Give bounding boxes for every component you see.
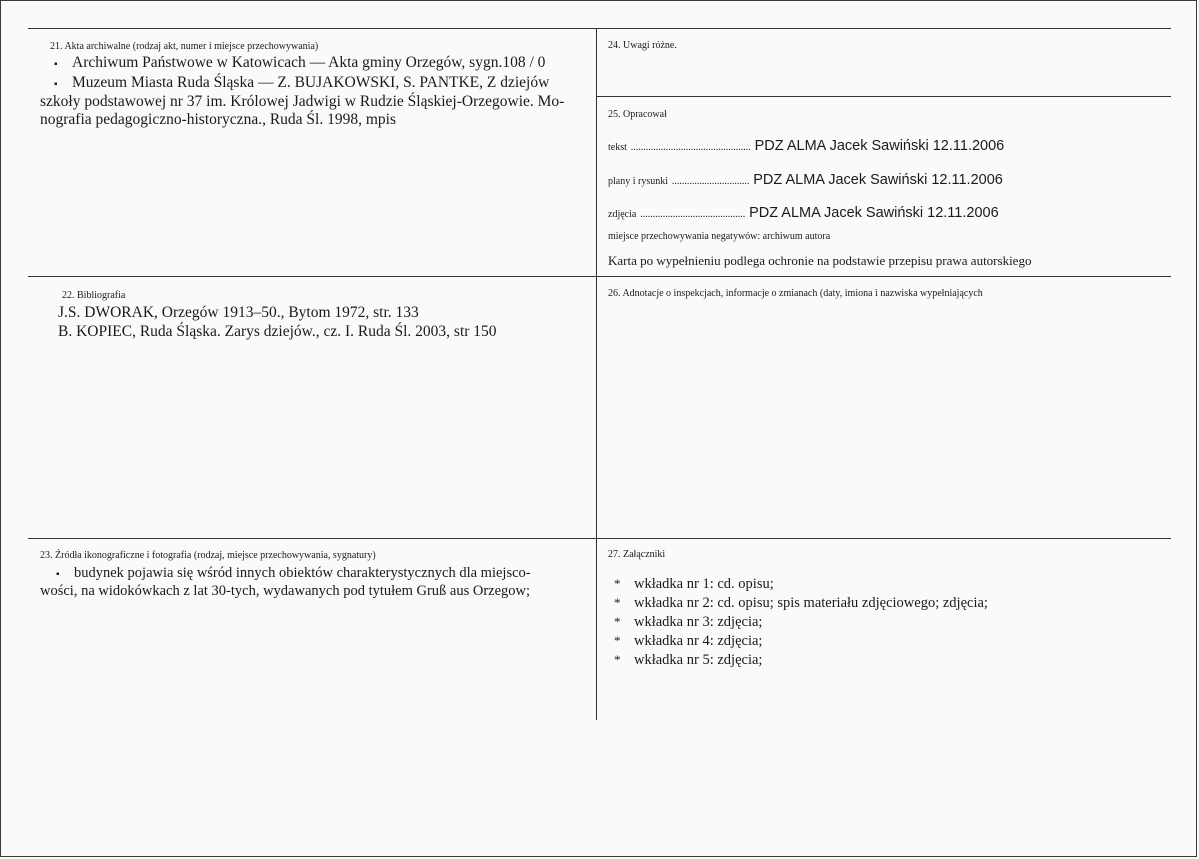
s21-line-4: nografia pedagogiczno-historyczna., Ruda Śl. 1998, mpis [40, 111, 396, 128]
s23-line-2: wości, na widokówkach z lat 30-tych, wydawanych pod tytułem Gruß aus Orzegow; [40, 583, 531, 599]
attachment-item: * wkładka nr 2: cd. opisu; spis materiału zdjęciowego; zdjęcia; [614, 595, 988, 611]
asterisk-icon: * [614, 652, 621, 667]
rule-row2-row3 [28, 538, 1171, 539]
section-21-label: 21. Akta archiwalne (rodzaj akt, numer i miejsce przechowywania) [50, 41, 319, 52]
section-27-label: 27. Załączniki [608, 549, 666, 560]
section-24-label: 24. Uwagi różne. [608, 40, 677, 51]
bullet-icon: ▪ [56, 569, 60, 580]
bibliography-2: B. KOPIEC, Ruda Śląska. Zarys dziejów., cz. I. Ruda Śl. 2003, str 150 [58, 323, 497, 340]
bibliography-1: J.S. DWORAK, Orzegów 1913–50., Bytom 1972, str. 133 [58, 304, 419, 321]
attachment-item: * wkładka nr 3: zdjęcia; [614, 614, 763, 630]
top-rule [28, 28, 1171, 29]
s21-line-2: ▪ Muzeum Miasta Ruda Śląska — Z. BUJAKOWSKI, S. PANTKE, Z dziejów [54, 73, 549, 94]
asterisk-icon: * [614, 576, 621, 591]
bullet-icon: ▪ [54, 59, 58, 70]
plany-row: plany i rysunki ............................... PDZ ALMA Jacek Sawiński 12.11.2006 [608, 172, 1003, 188]
asterisk-icon: * [614, 633, 621, 648]
section-26-label: 26. Adnotacje o inspekcjach, informacje o zmianach (daty, imiona i nazwiska wypełniających [608, 288, 983, 299]
section-22-label: 22. Bibliografia [62, 290, 126, 301]
attachment-item: * wkładka nr 4: zdjęcia; [614, 633, 763, 649]
rule-24-25 [597, 96, 1171, 97]
zdjecia-row: zdjęcia .......................................... PDZ ALMA Jacek Sawiński 12.11.2006 [608, 205, 999, 221]
rule-row1-row2 [28, 276, 1171, 277]
s23-line-1: ▪ budynek pojawia się wśród innych obiektów charakterystycznych dla miejsco- [56, 564, 531, 584]
attachment-item: * wkładka nr 5: zdjęcia; [614, 652, 763, 668]
center-divider [596, 28, 597, 720]
asterisk-icon: * [614, 595, 621, 610]
s21-line-3: szkoły podstawowej nr 37 im. Królowej Jadwigi w Rudzie Śląskiej-Orzegowie. Mo- [40, 93, 565, 110]
bullet-icon: ▪ [54, 79, 58, 90]
s21-line-1: ▪ Archiwum Państwowe w Katowicach — Akta gminy Orzegów, sygn.108 / 0 [54, 53, 545, 74]
asterisk-icon: * [614, 614, 621, 629]
attachment-item: * wkładka nr 1: cd. opisu; [614, 576, 774, 592]
negatives-storage: miejsce przechowywania negatywów: archiwum autora [608, 231, 831, 242]
tekst-row: tekst ................................................ PDZ ALMA Jacek Sawiński 12.11.2006 [608, 138, 1005, 154]
section-25-label: 25. Opracował [608, 109, 667, 120]
copyright-note: Karta po wypełnieniu podlega ochronie na podstawie przepisu prawa autorskiego [608, 253, 1032, 268]
section-23-label: 23. Źródła ikonograficzne i fotografia (rodzaj, miejsce przechowywania, sygnatury) [40, 550, 376, 561]
